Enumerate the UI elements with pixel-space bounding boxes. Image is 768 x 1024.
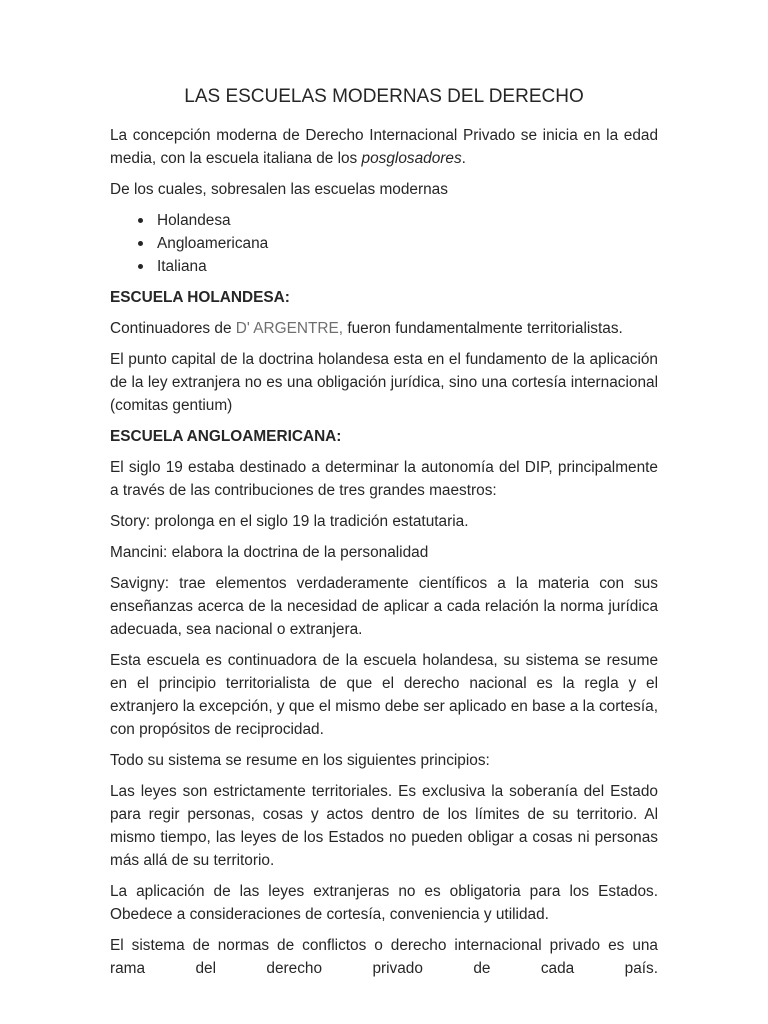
list-item-label: Italiana — [157, 258, 207, 275]
holandesa-paragraph-1-text: Continuadores de — [110, 320, 236, 337]
angloamericana-paragraph-6: Todo su sistema se resume en los siguientes principios: — [110, 752, 490, 769]
list-item — [110, 209, 658, 232]
holandesa-paragraph-1-rest: fueron fundamentalmente territorialistas. — [343, 320, 623, 337]
list-item-label: Holandesa — [157, 212, 231, 229]
section-heading-holandesa: ESCUELA HOLANDESA: — [110, 289, 290, 306]
angloamericana-paragraph-1: El siglo 19 estaba destinado a determinar la autonomía del DIP, principalmente a través de las contribuciones de tres grandes maestros: — [110, 459, 658, 499]
bullet-icon — [138, 241, 143, 246]
list-item — [110, 232, 658, 255]
schools-lead-in: De los cuales, sobresalen las escuelas modernas — [110, 181, 448, 198]
bullet-icon — [138, 218, 143, 223]
angloamericana-paragraph-story: Story: prolonga en el siglo 19 la tradición estatutaria. — [110, 513, 469, 530]
intro-paragraph-period: . — [461, 150, 466, 167]
intro-paragraph — [110, 124, 658, 170]
list-item-label: Angloamericana — [157, 235, 269, 252]
angloamericana-paragraph-mancini: Mancini: elabora la doctrina de la personalidad — [110, 544, 429, 561]
intro-paragraph-italic-term: posglosadores — [361, 150, 462, 167]
angloamericana-paragraph-8: La aplicación de las leyes extranjeras no es obligatoria para los Estados. Obedece a consideraciones de cortesía, conveniencia y utilidad. — [110, 883, 658, 923]
final-paragraph-line-2: rama del derecho privado de cada país. — [110, 960, 658, 977]
intro-paragraph-text: La concepción moderna de Derecho Internacional Privado se inicia en la edad media, con la escuela italiana de los — [110, 127, 658, 167]
angloamericana-paragraph-savigny: Savigny: trae elementos verdaderamente científicos a la materia con sus enseñanzas acerca de la necesidad de aplicar a cada relación la norma jurídica adecuada, sea nacional o extranjera. — [110, 575, 658, 638]
holandesa-paragraph-1 — [110, 317, 658, 340]
final-paragraph-line-1: El sistema de normas de conflictos o derecho internacional privado es una — [110, 937, 658, 954]
angloamericana-paragraph-5: Esta escuela es continuadora de la escuela holandesa, su sistema se resume en el principio territorialista de que el derecho nacional es la regla y el extranjero la excepción, y que el mismo debe ser aplicado en base a la cortesía, con propósitos de reciprocidad. — [110, 652, 658, 738]
holandesa-paragraph-2: El punto capital de la doctrina holandesa esta en el fundamento de la aplicación de la ley extranjera no es una obligación jurídica, sino una cortesía internacional (comitas gentium) — [110, 351, 658, 414]
angloamericana-paragraph-7: Las leyes son estrictamente territoriales. Es exclusiva la soberanía del Estado para regir personas, cosas y actos dentro de los límites de su territorio. Al mismo tiempo, las leyes de los Estados no pueden obligar a cosas ni personas más allá de su territorio. — [110, 783, 658, 869]
section-heading-angloamericana: ESCUELA ANGLOAMERICANA: — [110, 428, 342, 445]
holandesa-paragraph-1-muted-name: D' ARGENTRE, — [235, 320, 344, 337]
bullet-icon — [138, 264, 143, 269]
angloamericana-paragraph-9 — [110, 934, 658, 980]
page-title: LAS ESCUELAS MODERNAS DEL DERECHO — [184, 86, 584, 107]
list-item — [110, 255, 658, 278]
schools-bullet-list — [110, 209, 658, 278]
